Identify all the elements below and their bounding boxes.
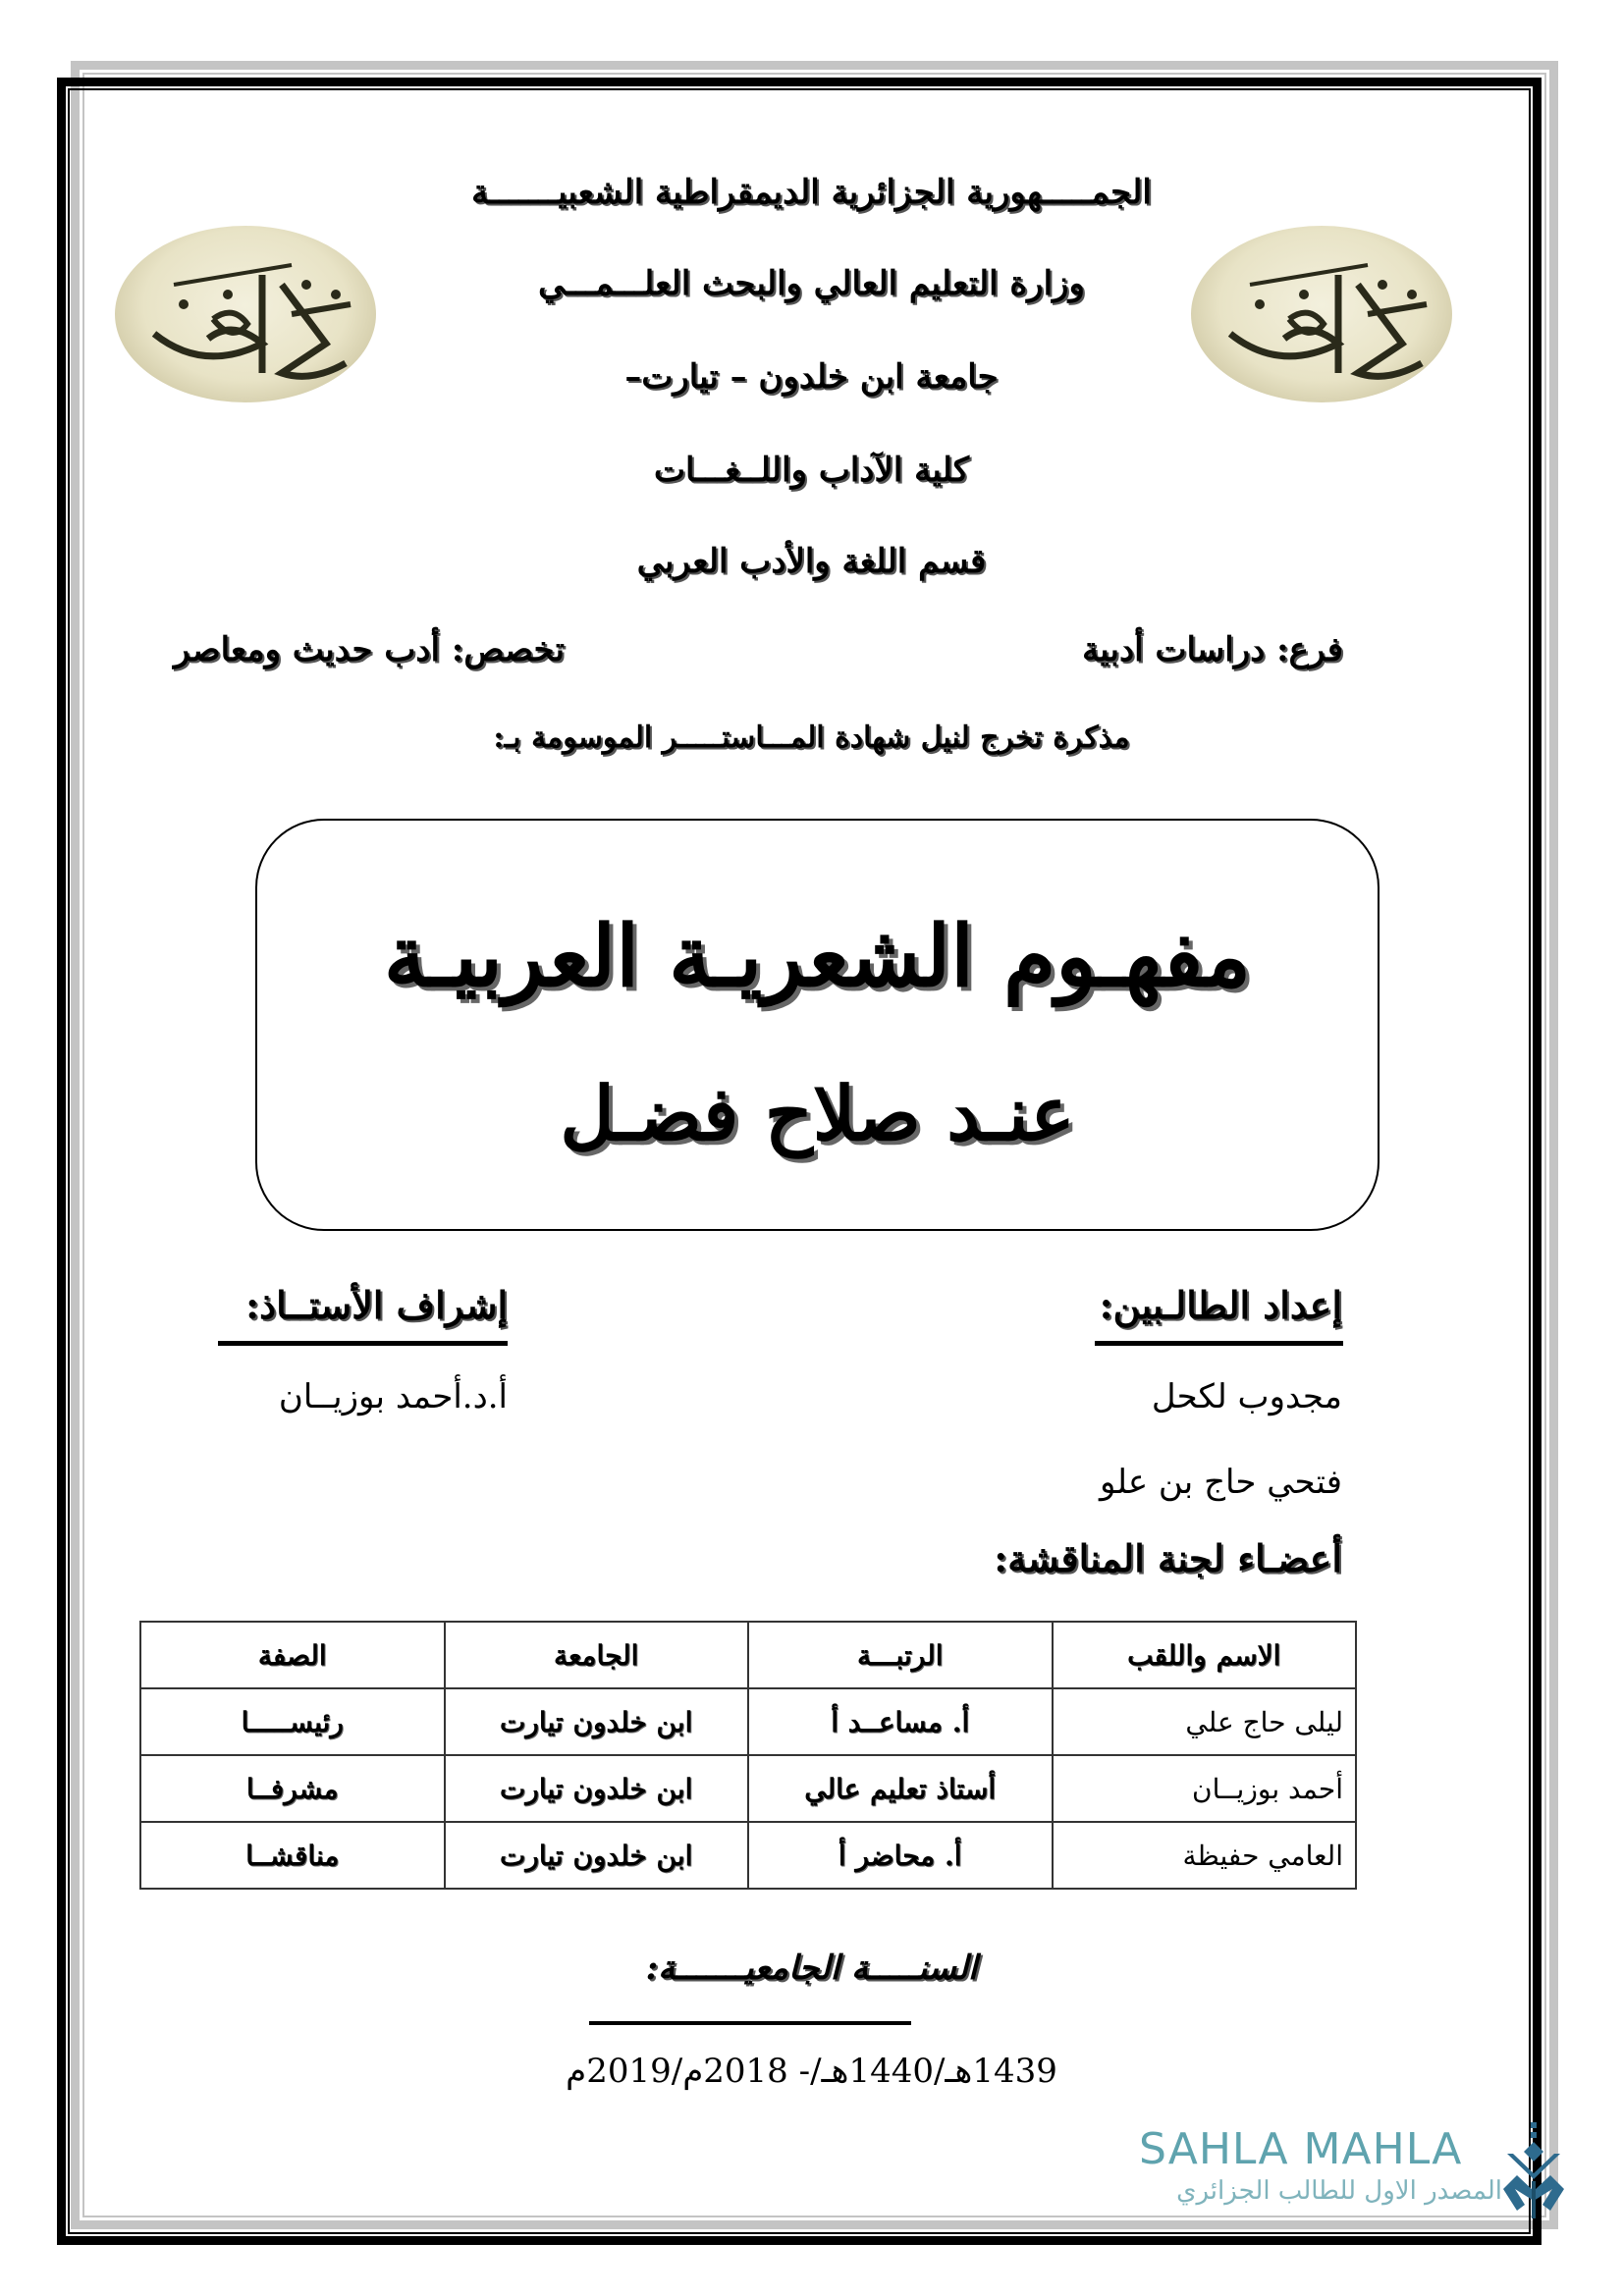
- member-rank: أستاذ تعليم عالي: [748, 1755, 1053, 1822]
- academic-year-underline: [589, 2021, 911, 2025]
- column-header-rank: الرتبـــة: [748, 1622, 1053, 1688]
- column-header-name: الاسم واللقب: [1053, 1622, 1357, 1688]
- supervisor-heading: إشراف الأستــاذ:: [245, 1283, 508, 1327]
- member-role: مشرفــا: [140, 1755, 445, 1822]
- academic-year-heading: السنـــــة الجامعيـــــــة:: [645, 1949, 978, 1988]
- students-heading-underline: [1095, 1341, 1343, 1346]
- ministry-title: وزارة التعليم العالي والبحث العلـــمـــي: [538, 264, 1085, 303]
- member-university: ابن خلدون تيارت: [445, 1755, 749, 1822]
- students-heading: إعداد الطالـبين:: [1099, 1283, 1342, 1327]
- member-rank: أ. محاضر أ: [748, 1822, 1053, 1889]
- thesis-title-box: [255, 819, 1380, 1231]
- table-row: [140, 1822, 1356, 1889]
- member-role: مناقشــا: [140, 1822, 445, 1889]
- member-role: رئيســـــا: [140, 1688, 445, 1755]
- specialty-label: تخصص: أدب حديث ومعاصر: [174, 630, 565, 669]
- academic-year-value: 1439هـ/1440هـ/- 2018م/2019م: [566, 2052, 1057, 2091]
- watermark-tagline: المصدر الاول للطالب الجزائري: [1176, 2176, 1502, 2206]
- column-header-role: الصفة: [140, 1622, 445, 1688]
- table-row: [140, 1688, 1356, 1755]
- table-header-row: [140, 1622, 1356, 1688]
- member-rank: أ. مساعــد أ: [748, 1688, 1053, 1755]
- committee-table: [139, 1621, 1357, 1890]
- member-university: ابن خلدون تيارت: [445, 1688, 749, 1755]
- supervisor-name: أ.د.أحمد بوزيــان: [278, 1377, 508, 1416]
- department-title: قسم اللغة والأدب العربي: [636, 542, 987, 581]
- thesis-title-line2: عنـد صلاح فضـل: [560, 1070, 1075, 1157]
- republic-title: الجمـــــهورية الجزائرية الديمقراطية الشعبيـــــــة: [471, 173, 1152, 212]
- sahla-mahla-watermark: [1139, 2125, 1502, 2208]
- member-name: ليلى حاج علي: [1053, 1688, 1357, 1755]
- sahla-mahla-logo-icon: [1497, 2120, 1568, 2228]
- column-header-university: الجامعة: [445, 1622, 749, 1688]
- watermark-brand: SAHLA MAHLA: [1139, 2124, 1463, 2174]
- faculty-title: كلية الآداب واللــغـــات: [653, 451, 970, 490]
- supervisor-heading-underline: [218, 1341, 508, 1346]
- member-university: ابن خلدون تيارت: [445, 1822, 749, 1889]
- branch-label: فرع: دراسات أدبية: [1082, 630, 1343, 669]
- table-row: [140, 1755, 1356, 1822]
- student-name-2: فتحي حاج بن علو: [1100, 1463, 1342, 1502]
- thesis-title-line1: مفهـوم الشعريـة العربيـة: [383, 907, 1252, 1006]
- member-name: العامي حفيظة: [1053, 1822, 1357, 1889]
- university-title: جامعة ابن خلدون – تيارت–: [624, 357, 999, 397]
- committee-heading: أعضـاء لجنة المناقشة:: [994, 1536, 1342, 1580]
- memo-intro: مذكرة تخرج لنيل شهادة المـــاستـــــر الموسومة بـ:: [493, 721, 1130, 755]
- student-name-1: مجدوب لكحل: [1151, 1377, 1342, 1416]
- member-name: أحمد بوزيــان: [1053, 1755, 1357, 1822]
